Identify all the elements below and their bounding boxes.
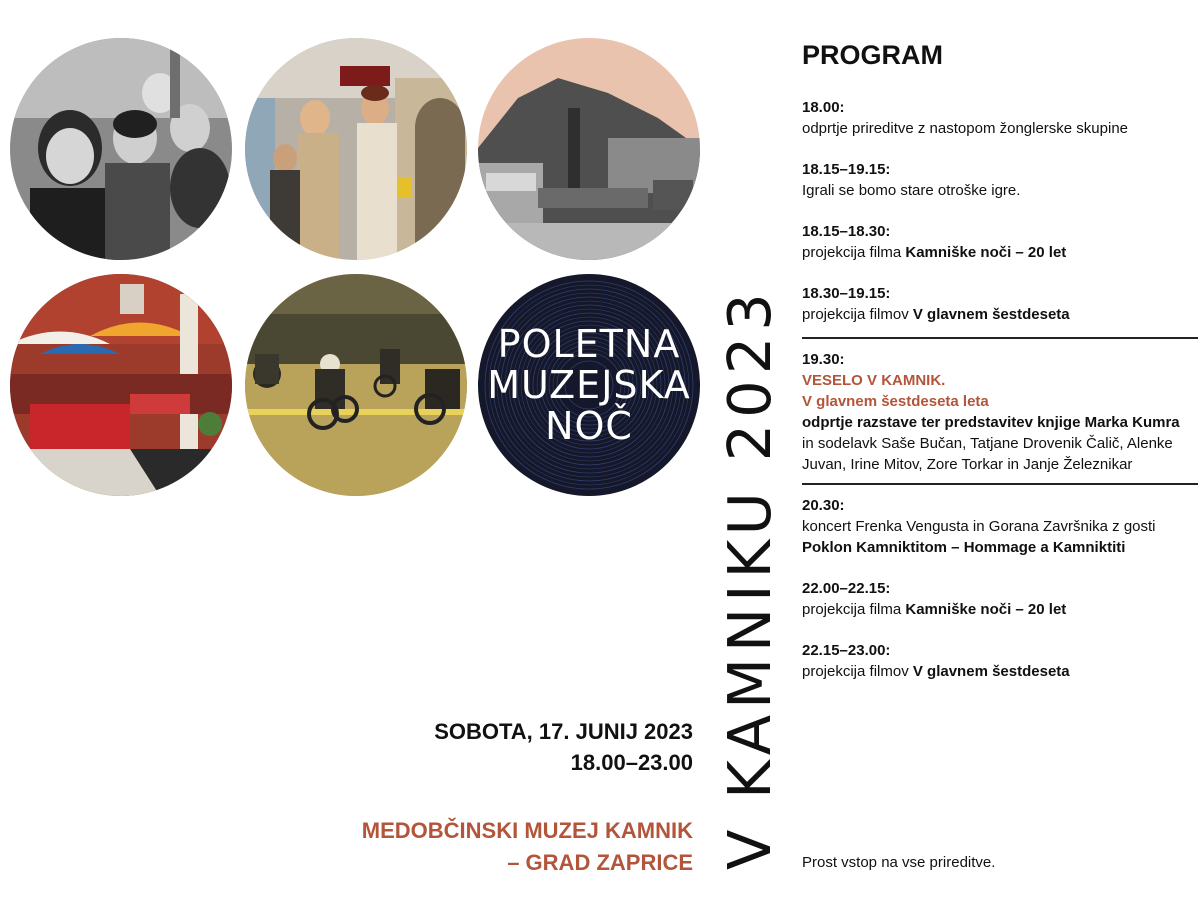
photo-motorcycle-race bbox=[245, 274, 467, 496]
photo-group-portrait bbox=[10, 38, 232, 260]
event-time: 20.30: bbox=[802, 497, 845, 514]
program-event bbox=[802, 97, 1198, 139]
event-text-wrap bbox=[802, 242, 1198, 263]
program-panel bbox=[802, 40, 1198, 702]
event-time: 18.30–19.15: bbox=[802, 285, 891, 302]
divider bbox=[802, 337, 1198, 339]
program-event bbox=[802, 578, 1198, 620]
featured-title-2: V glavnem šestdeseta leta bbox=[802, 393, 989, 410]
event-film-title: Kamniške noči – 20 let bbox=[905, 601, 1067, 618]
event-text: Igrali se bomo stare otroške igre. bbox=[802, 182, 1021, 199]
event-film-title: V glavnem šestdeseta bbox=[912, 663, 1070, 680]
program-event bbox=[802, 283, 1198, 325]
event-time: 22.15–23.00: bbox=[802, 642, 891, 659]
logo-line-3: NOČ bbox=[545, 404, 633, 448]
event-text: odprtje prireditve z nastopom žonglerske skupine bbox=[802, 120, 1129, 137]
free-entry-note: Prost vstop na vse prireditve. bbox=[802, 854, 996, 871]
featured-title-1: VESELO V KAMNIK. bbox=[802, 372, 946, 389]
event-text-wrap bbox=[802, 661, 1198, 682]
program-event bbox=[802, 159, 1198, 201]
event-time: 22.00–22.15: bbox=[802, 580, 891, 597]
event-text-wrap bbox=[802, 304, 1198, 325]
venue-line-1: MEDOBČINSKI MUZEJ KAMNIK bbox=[361, 818, 693, 843]
event-film-title: Kamniške noči – 20 let bbox=[905, 244, 1067, 261]
event-time: 18.00: bbox=[802, 99, 845, 116]
event-text: projekcija filma bbox=[802, 244, 906, 261]
event-time: 18.15–19.15: bbox=[802, 161, 891, 178]
event-concert-title: Poklon Kamniktitom – Hommage a Kamniktiti bbox=[802, 539, 1126, 556]
event-time: 18.15–18.30: bbox=[802, 223, 891, 240]
event-text: projekcija filmov bbox=[802, 306, 913, 323]
vertical-title: V KAMNIKU 2023 bbox=[715, 287, 784, 870]
featured-desc: in sodelavk Saše Bučan, Tatjane Drovenik Čalič, Alenke Juvan, Irine Mitov, Zore Torkar in Janje Železnikar bbox=[802, 435, 1173, 473]
event-logo bbox=[478, 274, 700, 496]
event-text: projekcija filma bbox=[802, 601, 906, 618]
event-film-title: V glavnem šestdeseta bbox=[912, 306, 1070, 323]
logo-line-2: MUZEJSKA bbox=[487, 363, 691, 407]
event-date: SOBOTA, 17. JUNIJ 2023 bbox=[434, 719, 693, 744]
date-block bbox=[434, 716, 693, 778]
program-heading: PROGRAM bbox=[802, 40, 943, 70]
logo-wordmark bbox=[478, 324, 700, 447]
program-event bbox=[802, 495, 1198, 558]
venue-line-2: – GRAD ZAPRICE bbox=[507, 850, 693, 875]
event-hours: 18.00–23.00 bbox=[570, 750, 693, 775]
venue-block bbox=[362, 815, 693, 879]
program-event bbox=[802, 640, 1198, 682]
event-text-wrap bbox=[802, 599, 1198, 620]
photo-taxi-street bbox=[245, 38, 467, 260]
photo-square-bus bbox=[478, 38, 700, 260]
event-text: projekcija filmov bbox=[802, 663, 913, 680]
vertical-title-wrap bbox=[715, 287, 790, 870]
event-time: 19.30: bbox=[802, 351, 845, 368]
featured-desc-bold: odprtje razstave ter predstavitev knjige Marka Kumra bbox=[802, 414, 1180, 431]
featured-event bbox=[802, 349, 1198, 475]
logo-line-1: POLETNA bbox=[497, 322, 681, 366]
photo-cafe-terrace bbox=[10, 274, 232, 496]
program-event bbox=[802, 221, 1198, 263]
divider bbox=[802, 483, 1198, 485]
event-text: koncert Frenka Vengusta in Gorana Završnika z gosti bbox=[802, 518, 1156, 535]
